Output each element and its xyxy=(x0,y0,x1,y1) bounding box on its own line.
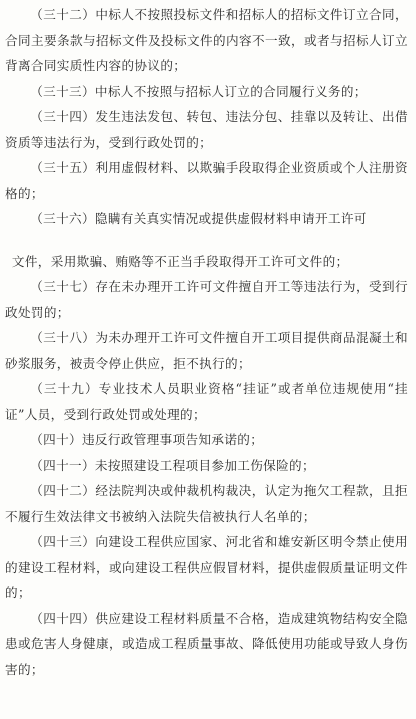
clause-42: （四十二）经法院判决或仲裁机构裁决，认定为拖欠工程款，且拒不履行生效法律文书被纳入法院失信被执行人名单的； xyxy=(5,483,408,524)
clause-40: （四十）违反行政管理事项告知承诺的； xyxy=(30,432,264,447)
clause-39: （三十九）专业技术人员职业资格“挂证”或者单位违规使用“挂证”人员，受到行政处罚或处理的； xyxy=(5,381,408,422)
clause-32: （三十二）中标人不按照投标文件和招标人的招标文件订立合同，合同主要条款与招标文件及投标文件的内容不一致，或者与招标人订立背离合同实质性内容的协议的； xyxy=(5,7,408,73)
clause-34: （三十四）发生违法发包、转包、违法分包、挂靠以及转让、出借资质等违法行为，受到行政处罚的； xyxy=(5,109,408,150)
clause-44: （四十四）供应建设工程材料质量不合格，造成建筑物结构安全隐患或危害人身健康，或造成工程质量事故、降低使用功能或导致人身伤害的； xyxy=(5,610,408,677)
clause-36-part-2: 文件，采用欺骗、贿赂等不正当手段取得开工许可文件的； xyxy=(11,253,349,269)
clause-36-part-1: （三十六）隐瞒有关真实情况或提供虚假材料申请开工许可 xyxy=(30,211,367,226)
clause-37: （三十七）存在未办理开工许可文件擅自开工等违法行为，受到行政处罚的； xyxy=(5,279,408,320)
clause-43: （四十三）向建设工程供应国家、河北省和雄安新区明令禁止使用的建设工程材料，或向建设工程供应假冒材料，提供虚假质量证明文件的； xyxy=(5,534,408,600)
clause-35: （三十五）利用虚假材料、以欺骗手段取得企业资质或个人注册资格的； xyxy=(5,160,408,201)
clause-33: （三十三）中标人不按照与招标人订立的合同履行义务的； xyxy=(30,83,367,99)
clause-41: （四十一）未按照建设工程项目参加工伤保险的； xyxy=(30,457,315,473)
clause-38: （三十八）为未办理开工许可文件擅自开工项目提供商品混凝土和砂浆服务，被责令停止供应，拒不执行的； xyxy=(5,330,408,371)
